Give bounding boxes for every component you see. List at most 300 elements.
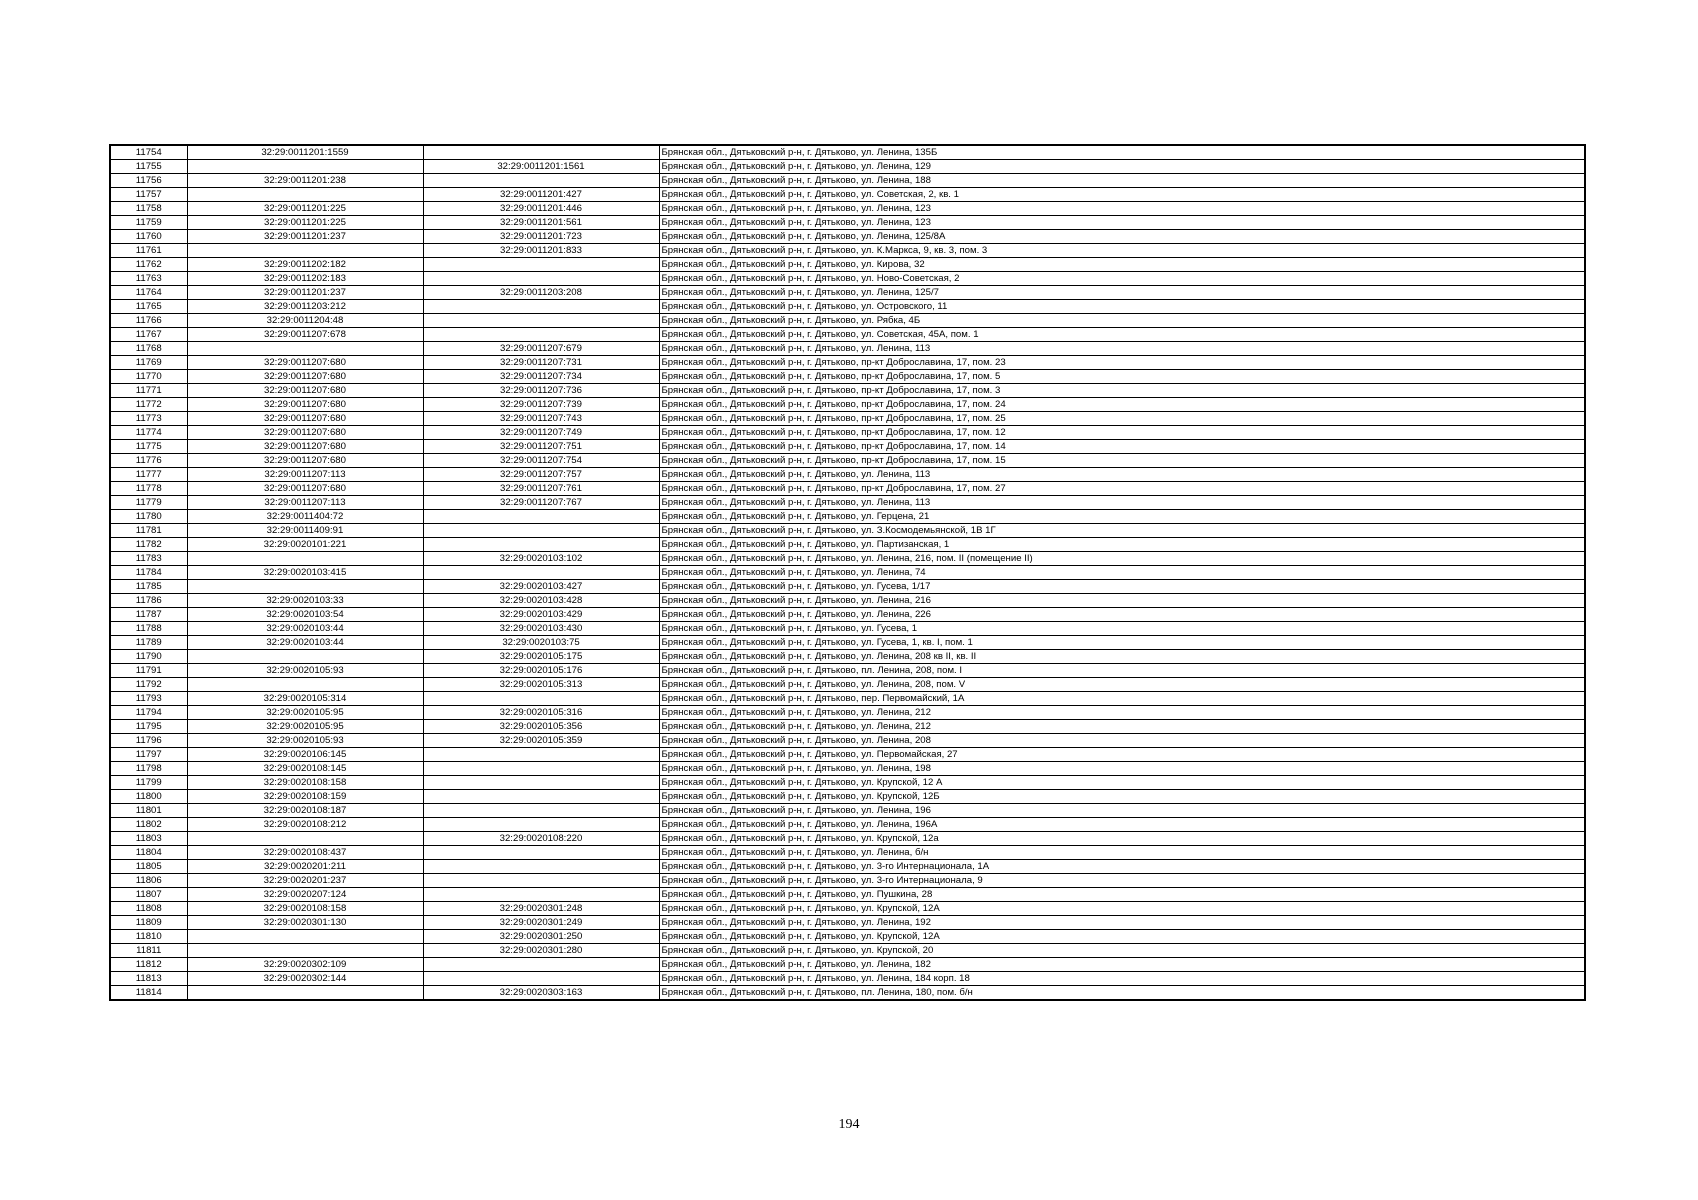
address-cell: Брянская обл., Дятьковский р-н, г. Дятьково, ул. Ленина, 182 [659, 958, 1585, 972]
row-number-cell: 11767 [110, 328, 187, 342]
row-number-cell: 11770 [110, 370, 187, 384]
address-cell: Брянская обл., Дятьковский р-н, г. Дятьково, ул. Ленина, 125/8А [659, 230, 1585, 244]
row-number-cell: 11778 [110, 482, 187, 496]
table-row [110, 734, 1585, 748]
related-cadastral-number-cell: 32:29:0011201:833 [423, 244, 659, 258]
row-number-cell: 11761 [110, 244, 187, 258]
cadastral-number-cell [187, 944, 423, 958]
table-row [110, 174, 1585, 188]
address-cell: Брянская обл., Дятьковский р-н, г. Дятьково, ул. Ленина, 135Б [659, 145, 1585, 160]
address-cell: Брянская обл., Дятьковский р-н, г. Дятьково, ул. Крупской, 12А [659, 930, 1585, 944]
table-row [110, 328, 1585, 342]
related-cadastral-number-cell [423, 958, 659, 972]
related-cadastral-number-cell: 32:29:0020103:75 [423, 636, 659, 650]
table-row [110, 874, 1585, 888]
row-number-cell: 11790 [110, 650, 187, 664]
cadastral-number-cell [187, 832, 423, 846]
cadastral-number-cell: 32:29:0020105:314 [187, 692, 423, 706]
row-number-cell: 11807 [110, 888, 187, 902]
table-row [110, 580, 1585, 594]
address-cell: Брянская обл., Дятьковский р-н, г. Дятьково, ул. Крупской, 12Б [659, 790, 1585, 804]
related-cadastral-number-cell: 32:29:0011203:208 [423, 286, 659, 300]
related-cadastral-number-cell: 32:29:0020301:250 [423, 930, 659, 944]
row-number-cell: 11760 [110, 230, 187, 244]
row-number-cell: 11786 [110, 594, 187, 608]
table-row [110, 790, 1585, 804]
cadastral-number-cell: 32:29:0011207:680 [187, 454, 423, 468]
cadastral-number-cell: 32:29:0011207:680 [187, 482, 423, 496]
table-row [110, 720, 1585, 734]
cadastral-number-cell: 32:29:0011204:48 [187, 314, 423, 328]
row-number-cell: 11776 [110, 454, 187, 468]
related-cadastral-number-cell: 32:29:0020103:430 [423, 622, 659, 636]
related-cadastral-number-cell: 32:29:0011207:736 [423, 384, 659, 398]
related-cadastral-number-cell: 32:29:0011207:767 [423, 496, 659, 510]
table-row [110, 860, 1585, 874]
address-cell: Брянская обл., Дятьковский р-н, г. Дятьково, ул. 3-го Интернационала, 9 [659, 874, 1585, 888]
related-cadastral-number-cell: 32:29:0011207:734 [423, 370, 659, 384]
row-number-cell: 11756 [110, 174, 187, 188]
related-cadastral-number-cell [423, 972, 659, 986]
row-number-cell: 11781 [110, 524, 187, 538]
related-cadastral-number-cell [423, 692, 659, 706]
table-row [110, 440, 1585, 454]
address-cell: Брянская обл., Дятьковский р-н, г. Дятьково, пр-кт Доброславина, 17, пом. 5 [659, 370, 1585, 384]
address-cell: Брянская обл., Дятьковский р-н, г. Дятьково, ул. Ленина, 113 [659, 342, 1585, 356]
row-number-cell: 11754 [110, 145, 187, 160]
related-cadastral-number-cell: 32:29:0011201:1561 [423, 160, 659, 174]
cadastral-number-cell: 32:29:0011207:680 [187, 384, 423, 398]
cadastral-number-cell: 32:29:0020105:93 [187, 734, 423, 748]
cadastral-number-cell: 32:29:0020301:130 [187, 916, 423, 930]
table-row [110, 202, 1585, 216]
address-cell: Брянская обл., Дятьковский р-н, г. Дятьково, ул. Ленина, 125/7 [659, 286, 1585, 300]
related-cadastral-number-cell: 32:29:0020105:359 [423, 734, 659, 748]
row-number-cell: 11804 [110, 846, 187, 860]
cadastral-number-cell: 32:29:0011207:113 [187, 468, 423, 482]
address-cell: Брянская обл., Дятьковский р-н, г. Дятьково, ул. Крупской, 20 [659, 944, 1585, 958]
row-number-cell: 11801 [110, 804, 187, 818]
address-cell: Брянская обл., Дятьковский р-н, г. Дятьково, ул. Герцена, 21 [659, 510, 1585, 524]
row-number-cell: 11785 [110, 580, 187, 594]
address-cell: Брянская обл., Дятьковский р-н, г. Дятьково, пр-кт Доброславина, 17, пом. 12 [659, 426, 1585, 440]
address-cell: Брянская обл., Дятьковский р-н, г. Дятьково, ул. Советская, 45А, пом. 1 [659, 328, 1585, 342]
row-number-cell: 11764 [110, 286, 187, 300]
related-cadastral-number-cell [423, 566, 659, 580]
row-number-cell: 11768 [110, 342, 187, 356]
row-number-cell: 11762 [110, 258, 187, 272]
registry-table [109, 144, 1586, 1001]
related-cadastral-number-cell [423, 145, 659, 160]
address-cell: Брянская обл., Дятьковский р-н, г. Дятьково, ул. Партизанская, 1 [659, 538, 1585, 552]
row-number-cell: 11810 [110, 930, 187, 944]
related-cadastral-number-cell: 32:29:0020105:176 [423, 664, 659, 678]
table-row [110, 762, 1585, 776]
row-number-cell: 11766 [110, 314, 187, 328]
address-cell: Брянская обл., Дятьковский р-н, г. Дятьково, ул. К.Маркса, 9, кв. 3, пом. 3 [659, 244, 1585, 258]
address-cell: Брянская обл., Дятьковский р-н, г. Дятьково, пр-кт Доброславина, 17, пом. 24 [659, 398, 1585, 412]
row-number-cell: 11789 [110, 636, 187, 650]
address-cell: Брянская обл., Дятьковский р-н, г. Дятьково, ул. Советская, 2, кв. 1 [659, 188, 1585, 202]
row-number-cell: 11784 [110, 566, 187, 580]
table-row [110, 426, 1585, 440]
row-number-cell: 11763 [110, 272, 187, 286]
cadastral-number-cell [187, 160, 423, 174]
row-number-cell: 11775 [110, 440, 187, 454]
row-number-cell: 11802 [110, 818, 187, 832]
cadastral-number-cell: 32:29:0020108:187 [187, 804, 423, 818]
related-cadastral-number-cell: 32:29:0011207:751 [423, 440, 659, 454]
cadastral-number-cell: 32:29:0011207:680 [187, 412, 423, 426]
address-cell: Брянская обл., Дятьковский р-н, г. Дятьково, ул. Ленина, 123 [659, 202, 1585, 216]
table-row [110, 230, 1585, 244]
row-number-cell: 11808 [110, 902, 187, 916]
address-cell: Брянская обл., Дятьковский р-н, г. Дятьково, ул. Ленина, 216 [659, 594, 1585, 608]
related-cadastral-number-cell [423, 874, 659, 888]
table-row [110, 384, 1585, 398]
cadastral-number-cell [187, 188, 423, 202]
address-cell: Брянская обл., Дятьковский р-н, г. Дятьково, ул. Гусева, 1/17 [659, 580, 1585, 594]
address-cell: Брянская обл., Дятьковский р-н, г. Дятьково, ул. Ленина, 74 [659, 566, 1585, 580]
address-cell: Брянская обл., Дятьковский р-н, г. Дятьково, пер. Первомайский, 1А [659, 692, 1585, 706]
cadastral-number-cell [187, 678, 423, 692]
table-row [110, 888, 1585, 902]
cadastral-number-cell: 32:29:0020106:145 [187, 748, 423, 762]
related-cadastral-number-cell [423, 272, 659, 286]
related-cadastral-number-cell: 32:29:0011207:761 [423, 482, 659, 496]
table-row [110, 160, 1585, 174]
row-number-cell: 11782 [110, 538, 187, 552]
table-row [110, 538, 1585, 552]
related-cadastral-number-cell: 32:29:0011201:427 [423, 188, 659, 202]
row-number-cell: 11798 [110, 762, 187, 776]
table-row [110, 188, 1585, 202]
cadastral-number-cell: 32:29:0011207:680 [187, 370, 423, 384]
related-cadastral-number-cell [423, 818, 659, 832]
address-cell: Брянская обл., Дятьковский р-н, г. Дятьково, ул. Ленина, 113 [659, 496, 1585, 510]
related-cadastral-number-cell [423, 524, 659, 538]
cadastral-number-cell: 32:29:0011207:113 [187, 496, 423, 510]
address-cell: Брянская обл., Дятьковский р-н, г. Дятьково, ул. Крупской, 12а [659, 832, 1585, 846]
address-cell: Брянская обл., Дятьковский р-н, г. Дятьково, ул. Ленина, 123 [659, 216, 1585, 230]
address-cell: Брянская обл., Дятьковский р-н, г. Дятьково, ул. Ленина, 212 [659, 720, 1585, 734]
cadastral-number-cell: 32:29:0020201:211 [187, 860, 423, 874]
cadastral-number-cell: 32:29:0020302:109 [187, 958, 423, 972]
address-cell: Брянская обл., Дятьковский р-н, г. Дятьково, пр-кт Доброславина, 17, пом. 3 [659, 384, 1585, 398]
address-cell: Брянская обл., Дятьковский р-н, г. Дятьково, ул. Ленина, 208 кв II, кв. II [659, 650, 1585, 664]
table-row [110, 678, 1585, 692]
cadastral-number-cell: 32:29:0020201:237 [187, 874, 423, 888]
row-number-cell: 11813 [110, 972, 187, 986]
row-number-cell: 11788 [110, 622, 187, 636]
row-number-cell: 11777 [110, 468, 187, 482]
related-cadastral-number-cell [423, 804, 659, 818]
address-cell: Брянская обл., Дятьковский р-н, г. Дятьково, ул. Ленина, 129 [659, 160, 1585, 174]
table-row [110, 482, 1585, 496]
address-cell: Брянская обл., Дятьковский р-н, г. Дятьково, ул. Ленина, б/н [659, 846, 1585, 860]
table-row [110, 636, 1585, 650]
address-cell: Брянская обл., Дятьковский р-н, г. Дятьково, ул. Рябка, 4Б [659, 314, 1585, 328]
table-row [110, 398, 1585, 412]
related-cadastral-number-cell [423, 174, 659, 188]
cadastral-number-cell: 32:29:0020103:33 [187, 594, 423, 608]
table-row [110, 314, 1585, 328]
row-number-cell: 11811 [110, 944, 187, 958]
cadastral-number-cell: 32:29:0011203:212 [187, 300, 423, 314]
table-row [110, 370, 1585, 384]
table-row [110, 930, 1585, 944]
table-row [110, 342, 1585, 356]
address-cell: Брянская обл., Дятьковский р-н, г. Дятьково, ул. Ново-Советская, 2 [659, 272, 1585, 286]
row-number-cell: 11769 [110, 356, 187, 370]
address-cell: Брянская обл., Дятьковский р-н, г. Дятьково, ул. Ленина, 212 [659, 706, 1585, 720]
cadastral-number-cell: 32:29:0011207:678 [187, 328, 423, 342]
related-cadastral-number-cell: 32:29:0020108:220 [423, 832, 659, 846]
cadastral-number-cell: 32:29:0011207:680 [187, 440, 423, 454]
row-number-cell: 11799 [110, 776, 187, 790]
row-number-cell: 11787 [110, 608, 187, 622]
cadastral-number-cell [187, 930, 423, 944]
cadastral-number-cell: 32:29:0020108:158 [187, 776, 423, 790]
address-cell: Брянская обл., Дятьковский р-н, г. Дятьково, ул. Гусева, 1, кв. I, пом. 1 [659, 636, 1585, 650]
address-cell: Брянская обл., Дятьковский р-н, г. Дятьково, ул. Ленина, 188 [659, 174, 1585, 188]
related-cadastral-number-cell: 32:29:0020103:429 [423, 608, 659, 622]
cadastral-number-cell: 32:29:0011207:680 [187, 426, 423, 440]
related-cadastral-number-cell [423, 510, 659, 524]
table-row [110, 468, 1585, 482]
table-row [110, 692, 1585, 706]
row-number-cell: 11803 [110, 832, 187, 846]
row-number-cell: 11759 [110, 216, 187, 230]
row-number-cell: 11806 [110, 874, 187, 888]
table-row [110, 454, 1585, 468]
row-number-cell: 11772 [110, 398, 187, 412]
cadastral-number-cell [187, 650, 423, 664]
table-row [110, 524, 1585, 538]
address-cell: Брянская обл., Дятьковский р-н, г. Дятьково, ул. Ленина, 198 [659, 762, 1585, 776]
address-cell: Брянская обл., Дятьковский р-н, г. Дятьково, пр-кт Доброславина, 17, пом. 25 [659, 412, 1585, 426]
related-cadastral-number-cell: 32:29:0011207:749 [423, 426, 659, 440]
related-cadastral-number-cell [423, 846, 659, 860]
row-number-cell: 11791 [110, 664, 187, 678]
related-cadastral-number-cell: 32:29:0020105:316 [423, 706, 659, 720]
cadastral-number-cell [187, 580, 423, 594]
address-cell: Брянская обл., Дятьковский р-н, г. Дятьково, ул. Ленина, 196 [659, 804, 1585, 818]
row-number-cell: 11758 [110, 202, 187, 216]
address-cell: Брянская обл., Дятьковский р-н, г. Дятьково, пр-кт Доброславина, 17, пом. 14 [659, 440, 1585, 454]
table-row [110, 916, 1585, 930]
related-cadastral-number-cell: 32:29:0020103:428 [423, 594, 659, 608]
related-cadastral-number-cell: 32:29:0020105:313 [423, 678, 659, 692]
cadastral-number-cell: 32:29:0011201:237 [187, 286, 423, 300]
cadastral-number-cell: 32:29:0020105:95 [187, 706, 423, 720]
related-cadastral-number-cell: 32:29:0020301:248 [423, 902, 659, 916]
cadastral-number-cell: 32:29:0020103:44 [187, 636, 423, 650]
table-row [110, 300, 1585, 314]
cadastral-number-cell: 32:29:0011207:680 [187, 398, 423, 412]
row-number-cell: 11765 [110, 300, 187, 314]
address-cell: Брянская обл., Дятьковский р-н, г. Дятьково, пл. Ленина, 208, пом. I [659, 664, 1585, 678]
table-row [110, 748, 1585, 762]
cadastral-number-cell: 32:29:0011202:182 [187, 258, 423, 272]
related-cadastral-number-cell: 32:29:0020301:280 [423, 944, 659, 958]
table-row [110, 496, 1585, 510]
related-cadastral-number-cell [423, 314, 659, 328]
address-cell: Брянская обл., Дятьковский р-н, г. Дятьково, ул. 3-го Интернационала, 1А [659, 860, 1585, 874]
cadastral-number-cell: 32:29:0011201:225 [187, 216, 423, 230]
cadastral-number-cell [187, 552, 423, 566]
table-row [110, 286, 1585, 300]
related-cadastral-number-cell [423, 790, 659, 804]
address-cell: Брянская обл., Дятьковский р-н, г. Дятьково, ул. З.Космодемьянской, 1В 1Г [659, 524, 1585, 538]
related-cadastral-number-cell: 32:29:0020105:356 [423, 720, 659, 734]
table-row [110, 804, 1585, 818]
row-number-cell: 11812 [110, 958, 187, 972]
related-cadastral-number-cell: 32:29:0011201:561 [423, 216, 659, 230]
related-cadastral-number-cell: 32:29:0020105:175 [423, 650, 659, 664]
related-cadastral-number-cell [423, 328, 659, 342]
row-number-cell: 11779 [110, 496, 187, 510]
related-cadastral-number-cell [423, 860, 659, 874]
table-row [110, 552, 1585, 566]
table-row [110, 566, 1585, 580]
row-number-cell: 11757 [110, 188, 187, 202]
cadastral-number-cell: 32:29:0020108:159 [187, 790, 423, 804]
table-row [110, 818, 1585, 832]
cadastral-number-cell: 32:29:0020108:212 [187, 818, 423, 832]
table-row [110, 608, 1585, 622]
related-cadastral-number-cell: 32:29:0011207:743 [423, 412, 659, 426]
table-row [110, 650, 1585, 664]
address-cell: Брянская обл., Дятьковский р-н, г. Дятьково, пл. Ленина, 180, пом. б/н [659, 986, 1585, 1001]
table-row [110, 622, 1585, 636]
row-number-cell: 11795 [110, 720, 187, 734]
related-cadastral-number-cell: 32:29:0011201:446 [423, 202, 659, 216]
cadastral-number-cell: 32:29:0020105:95 [187, 720, 423, 734]
table-row [110, 832, 1585, 846]
table-row [110, 846, 1585, 860]
table-row [110, 145, 1585, 160]
row-number-cell: 11796 [110, 734, 187, 748]
address-cell: Брянская обл., Дятьковский р-н, г. Дятьково, ул. Гусева, 1 [659, 622, 1585, 636]
cadastral-number-cell: 32:29:0011409:91 [187, 524, 423, 538]
cadastral-number-cell: 32:29:0020108:158 [187, 902, 423, 916]
table-row [110, 986, 1585, 1001]
address-cell: Брянская обл., Дятьковский р-н, г. Дятьково, ул. Ленина, 196А [659, 818, 1585, 832]
address-cell: Брянская обл., Дятьковский р-н, г. Дятьково, ул. Первомайская, 27 [659, 748, 1585, 762]
row-number-cell: 11773 [110, 412, 187, 426]
related-cadastral-number-cell [423, 300, 659, 314]
row-number-cell: 11793 [110, 692, 187, 706]
cadastral-number-cell: 32:29:0011201:1559 [187, 145, 423, 160]
row-number-cell: 11814 [110, 986, 187, 1001]
related-cadastral-number-cell [423, 762, 659, 776]
cadastral-number-cell: 32:29:0011201:237 [187, 230, 423, 244]
related-cadastral-number-cell: 32:29:0020301:249 [423, 916, 659, 930]
related-cadastral-number-cell [423, 776, 659, 790]
address-cell: Брянская обл., Дятьковский р-н, г. Дятьково, ул. Кирова, 32 [659, 258, 1585, 272]
table-row [110, 510, 1585, 524]
address-cell: Брянская обл., Дятьковский р-н, г. Дятьково, ул. Крупской, 12 А [659, 776, 1585, 790]
address-cell: Брянская обл., Дятьковский р-н, г. Дятьково, ул. Ленина, 113 [659, 468, 1585, 482]
related-cadastral-number-cell [423, 748, 659, 762]
address-cell: Брянская обл., Дятьковский р-н, г. Дятьково, ул. Ленина, 216, пом. II (помещение II) [659, 552, 1585, 566]
address-cell: Брянская обл., Дятьковский р-н, г. Дятьково, ул. Ленина, 226 [659, 608, 1585, 622]
address-cell: Брянская обл., Дятьковский р-н, г. Дятьково, ул. Ленина, 192 [659, 916, 1585, 930]
cadastral-number-cell: 32:29:0011201:225 [187, 202, 423, 216]
page-number: 194 [838, 1117, 860, 1132]
related-cadastral-number-cell: 32:29:0020103:427 [423, 580, 659, 594]
address-cell: Брянская обл., Дятьковский р-н, г. Дятьково, пр-кт Доброславина, 17, пом. 15 [659, 454, 1585, 468]
row-number-cell: 11783 [110, 552, 187, 566]
table-row [110, 356, 1585, 370]
cadastral-number-cell: 32:29:0011201:238 [187, 174, 423, 188]
table-row [110, 664, 1585, 678]
address-cell: Брянская обл., Дятьковский р-н, г. Дятьково, ул. Ленина, 184 корп. 18 [659, 972, 1585, 986]
registry-table-body [110, 145, 1585, 1000]
table-row [110, 972, 1585, 986]
table-row [110, 594, 1585, 608]
table-row [110, 944, 1585, 958]
row-number-cell: 11805 [110, 860, 187, 874]
related-cadastral-number-cell [423, 538, 659, 552]
address-cell: Брянская обл., Дятьковский р-н, г. Дятьково, ул. Ленина, 208, пом. V [659, 678, 1585, 692]
cadastral-number-cell: 32:29:0011207:680 [187, 356, 423, 370]
row-number-cell: 11774 [110, 426, 187, 440]
row-number-cell: 11800 [110, 790, 187, 804]
cadastral-number-cell: 32:29:0020207:124 [187, 888, 423, 902]
row-number-cell: 11780 [110, 510, 187, 524]
related-cadastral-number-cell: 32:29:0020103:102 [423, 552, 659, 566]
related-cadastral-number-cell: 32:29:0020303:163 [423, 986, 659, 1001]
related-cadastral-number-cell [423, 258, 659, 272]
related-cadastral-number-cell: 32:29:0011207:739 [423, 398, 659, 412]
related-cadastral-number-cell: 32:29:0011201:723 [423, 230, 659, 244]
row-number-cell: 11794 [110, 706, 187, 720]
table-row [110, 244, 1585, 258]
table-row [110, 958, 1585, 972]
table-row [110, 776, 1585, 790]
cadastral-number-cell: 32:29:0020103:415 [187, 566, 423, 580]
table-row [110, 412, 1585, 426]
table-row [110, 216, 1585, 230]
table-row [110, 272, 1585, 286]
address-cell: Брянская обл., Дятьковский р-н, г. Дятьково, пр-кт Доброславина, 17, пом. 27 [659, 482, 1585, 496]
cadastral-number-cell: 32:29:0011202:183 [187, 272, 423, 286]
row-number-cell: 11771 [110, 384, 187, 398]
related-cadastral-number-cell: 32:29:0011207:731 [423, 356, 659, 370]
cadastral-number-cell: 32:29:0011404:72 [187, 510, 423, 524]
row-number-cell: 11809 [110, 916, 187, 930]
related-cadastral-number-cell: 32:29:0011207:757 [423, 468, 659, 482]
cadastral-number-cell: 32:29:0020103:44 [187, 622, 423, 636]
cadastral-number-cell: 32:29:0020302:144 [187, 972, 423, 986]
address-cell: Брянская обл., Дятьковский р-н, г. Дятьково, ул. Пушкина, 28 [659, 888, 1585, 902]
cadastral-number-cell [187, 342, 423, 356]
related-cadastral-number-cell: 32:29:0011207:754 [423, 454, 659, 468]
cadastral-number-cell: 32:29:0020101:221 [187, 538, 423, 552]
related-cadastral-number-cell [423, 888, 659, 902]
table-row [110, 258, 1585, 272]
cadastral-number-cell: 32:29:0020103:54 [187, 608, 423, 622]
address-cell: Брянская обл., Дятьковский р-н, г. Дятьково, ул. Островского, 11 [659, 300, 1585, 314]
row-number-cell: 11792 [110, 678, 187, 692]
address-cell: Брянская обл., Дятьковский р-н, г. Дятьково, ул. Ленина, 208 [659, 734, 1585, 748]
address-cell: Брянская обл., Дятьковский р-н, г. Дятьково, ул. Крупской, 12А [659, 902, 1585, 916]
table-row [110, 902, 1585, 916]
cadastral-number-cell: 32:29:0020105:93 [187, 664, 423, 678]
row-number-cell: 11755 [110, 160, 187, 174]
